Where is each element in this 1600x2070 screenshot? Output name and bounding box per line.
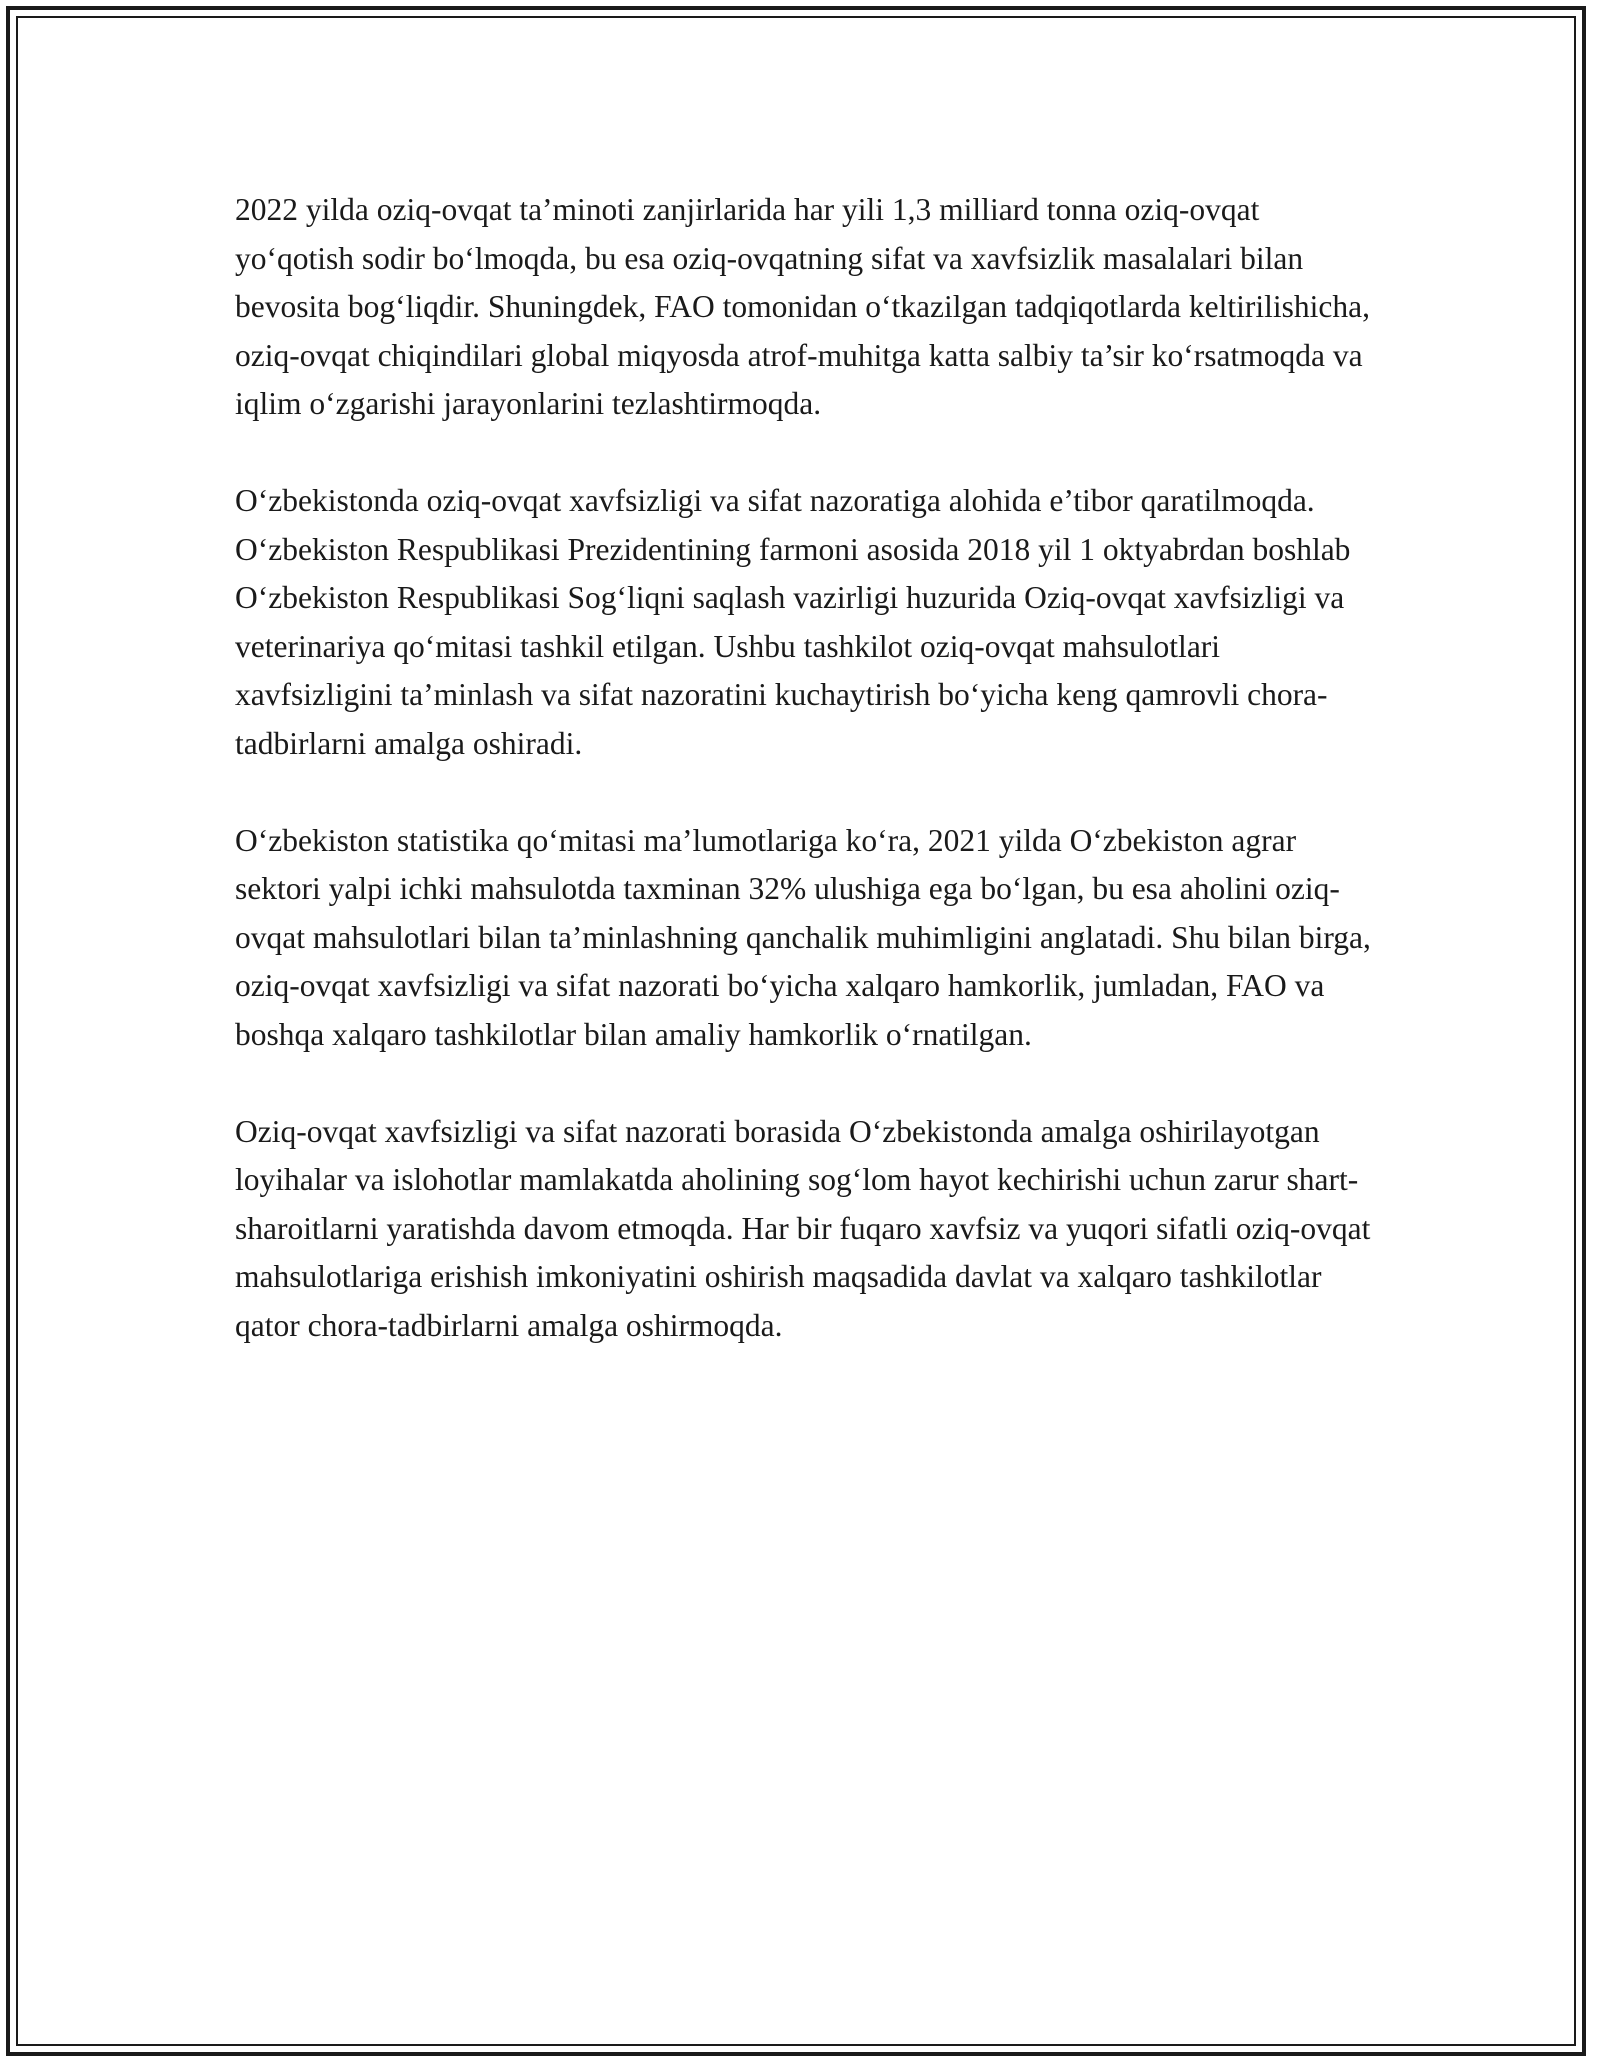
paragraph-food-loss: 2022 yilda oziq-ovqat ta’minoti zanjirlarida har yili 1,3 milliard tonna oziq-ovqat yo‘qotish sodir bo‘lmoqda, bu esa oziq-ovqatning sifat va xavfsizlik masalalari bilan bevosita bog‘liqdir. Shuningdek, FAO tomonidan o‘tkazilgan tadqiqotlarda keltirilishicha, oziq-ovqat chiqindilari global miqyosda atrof-muhitga katta salbiy ta’sir ko‘rsatmoqda va iqlim o‘zgarishi jarayonlarini tezlashtirmoqda. <box>235 192 1370 421</box>
paragraph-reforms: Oziq-ovqat xavfsizligi va sifat nazorati borasida O‘zbekistonda amalga oshirilayotgan loyihalar va islohotlar mamlakatda aholining sog‘lom hayot kechirishi uchun zarur shart-sharoitlarni yaratishda davom etmoqda. Har bir fuqaro xavfsiz va yuqori sifatli oziq-ovqat mahsulotlariga erishish imkoniyatini oshirish maqsadida davlat va xalqaro tashkilotlar qator chora-tadbirlarni amalga oshirmoqda. <box>235 1113 1371 1343</box>
document-body <box>235 186 1375 1399</box>
paragraph-agrarian-sector: O‘zbekiston statistika qo‘mitasi ma’lumotlariga ko‘ra, 2021 yilda O‘zbekiston agrar sektori yalpi ichki mahsulotda taxminan 32% ulushiga ega bo‘lgan, bu esa aholini oziq-ovqat mahsulotlari bilan ta’minlashning qanchalik muhimligini anglatadi. Shu bilan birga, oziq-ovqat xavfsizligi va sifat nazorati bo‘yicha xalqaro hamkorlik, jumladan, FAO va boshqa xalqaro tashkilotlar bilan amaliy hamkorlik o‘rnatilgan. <box>235 822 1371 1052</box>
paragraph-food-safety-committee: O‘zbekistonda oziq-ovqat xavfsizligi va sifat nazoratiga alohida e’tibor qaratilmoqda. O‘zbekiston Respublikasi Prezidentining farmoni asosida 2018 yil 1 oktyabrdan boshlab O‘zbekiston Respublikasi Sog‘liqni saqlash vazirligi huzurida Oziq-ovqat xavfsizligi va veterinariya qo‘mitasi tashkil etilgan. Ushbu tashkilot oziq-ovqat mahsulotlari xavfsizligini ta’minlash va sifat nazoratini kuchaytirish bo‘yicha keng qamrovli chora-tadbirlarni amalga oshiradi. <box>235 483 1351 761</box>
